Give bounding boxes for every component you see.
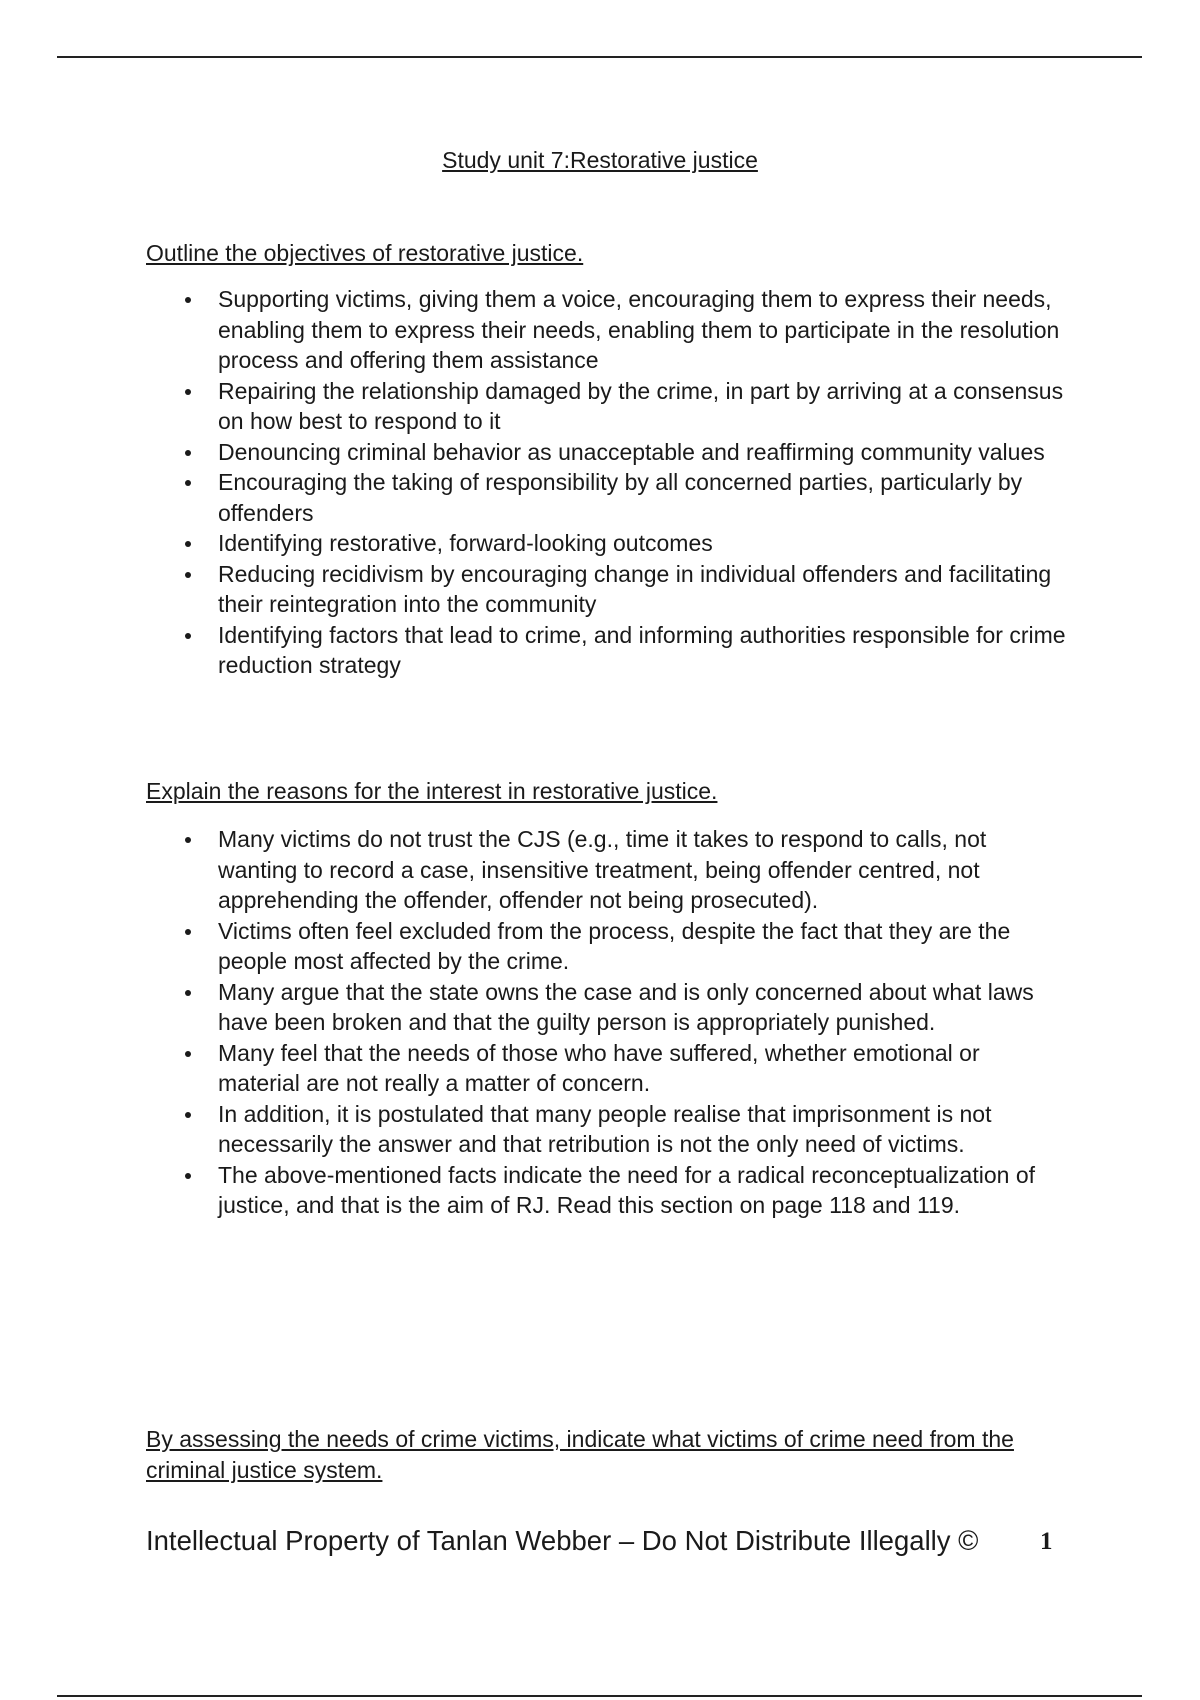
list-item: The above-mentioned facts indicate the need for a radical reconceptualization of justice, and that is the aim of RJ. Read this section on page 118 and 119. [146, 1160, 1066, 1221]
list-item: Repairing the relationship damaged by the crime, in part by arriving at a consensus on how best to respond to it [146, 376, 1066, 437]
section-heading-victim-needs: By assessing the needs of crime victims, indicate what victims of crime need from the criminal justice system. [146, 1426, 1014, 1483]
objectives-list [146, 284, 1066, 681]
page-title-text: Study unit 7:Restorative justice [442, 147, 758, 173]
list-item: Reducing recidivism by encouraging change in individual offenders and facilitating their reintegration into the community [146, 559, 1066, 620]
list-item: Identifying restorative, forward-looking outcomes [146, 528, 1066, 559]
section-heading-reasons: Explain the reasons for the interest in restorative justice. [146, 778, 718, 804]
page-number: 1 [1040, 1528, 1053, 1555]
list-item: Many victims do not trust the CJS (e.g., time it takes to respond to calls, not wanting to record a case, insensitive treatment, being offender centred, not apprehending the offender, offender not being prosecuted). [146, 824, 1066, 916]
bottom-rule [57, 1695, 1142, 1697]
list-item: In addition, it is postulated that many people realise that imprisonment is not necessarily the answer and that retribution is not the only need of victims. [146, 1099, 1066, 1160]
list-item: Victims often feel excluded from the process, despite the fact that they are the people most affected by the crime. [146, 916, 1066, 977]
list-item: Identifying factors that lead to crime, and informing authorities responsible for crime reduction strategy [146, 620, 1066, 681]
footer-copyright: Intellectual Property of Tanlan Webber – Do Not Distribute Illegally © [146, 1525, 979, 1556]
list-item: Supporting victims, giving them a voice, encouraging them to express their needs, enabling them to express their needs, enabling them to participate in the resolution process and offering them assistance [146, 284, 1066, 376]
list-item: Many argue that the state owns the case and is only concerned about what laws have been broken and that the guilty person is appropriately punished. [146, 977, 1066, 1038]
list-item: Denouncing criminal behavior as unacceptable and reaffirming community values [146, 437, 1066, 468]
reasons-list [146, 824, 1066, 1221]
list-item: Many feel that the needs of those who have suffered, whether emotional or material are not really a matter of concern. [146, 1038, 1066, 1099]
page-title [0, 146, 1200, 174]
top-rule [57, 56, 1142, 58]
list-item: Encouraging the taking of responsibility by all concerned parties, particularly by offenders [146, 467, 1066, 528]
section-heading-objectives: Outline the objectives of restorative justice. [146, 240, 584, 266]
